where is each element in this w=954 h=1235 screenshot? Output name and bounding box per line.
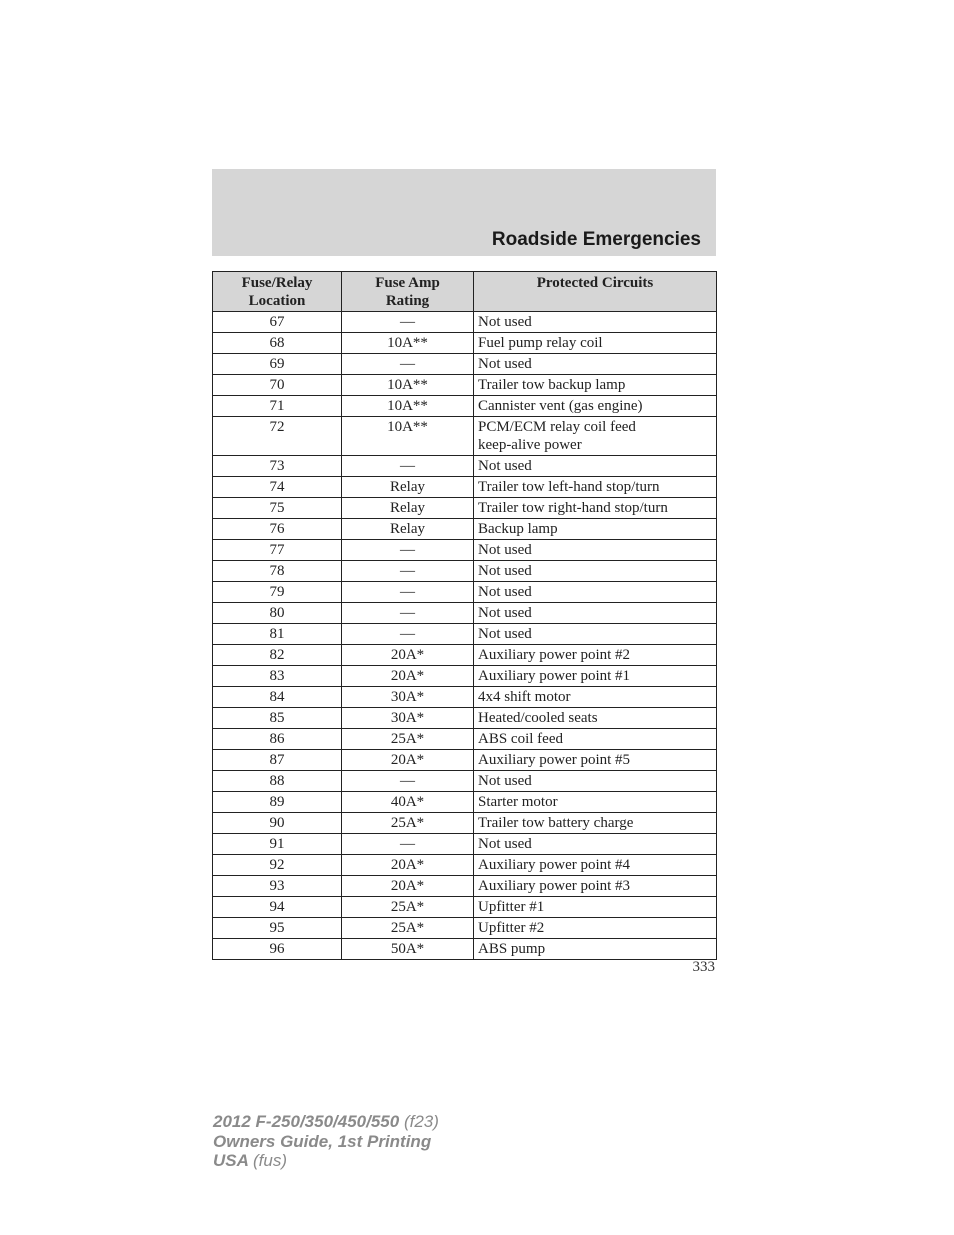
section-title: Roadside Emergencies — [491, 229, 701, 250]
cell-protected-circuits: Not used — [474, 603, 717, 624]
table-row — [213, 792, 717, 813]
cell-location: 77 — [213, 540, 342, 561]
cell-amp-rating: 10A** — [342, 396, 474, 417]
cell-amp-rating: — — [342, 561, 474, 582]
cell-protected-circuits: 4x4 shift motor — [474, 687, 717, 708]
table-row — [213, 456, 717, 477]
cell-amp-rating: — — [342, 834, 474, 855]
cell-location: 88 — [213, 771, 342, 792]
cell-protected-circuits: ABS coil feed — [474, 729, 717, 750]
cell-location: 96 — [213, 939, 342, 960]
cell-location: 80 — [213, 603, 342, 624]
table-row — [213, 375, 717, 396]
cell-protected-circuits: Backup lamp — [474, 519, 717, 540]
cell-protected-circuits: Auxiliary power point #1 — [474, 666, 717, 687]
cell-protected-circuits: Auxiliary power point #5 — [474, 750, 717, 771]
cell-protected-circuits: Not used — [474, 540, 717, 561]
cell-protected-circuits: Trailer tow backup lamp — [474, 375, 717, 396]
cell-protected-circuits: Not used — [474, 312, 717, 333]
table-row — [213, 687, 717, 708]
cell-location: 93 — [213, 876, 342, 897]
cell-location: 70 — [213, 375, 342, 396]
header-location: Fuse/Relay Location — [213, 272, 342, 312]
cell-location: 90 — [213, 813, 342, 834]
cell-location: 84 — [213, 687, 342, 708]
cell-amp-rating: 20A* — [342, 645, 474, 666]
cell-amp-rating: — — [342, 354, 474, 375]
cell-location: 86 — [213, 729, 342, 750]
cell-location: 81 — [213, 624, 342, 645]
cell-protected-circuits: Trailer tow left-hand stop/turn — [474, 477, 717, 498]
footer-model-code: (f23) — [403, 1112, 439, 1131]
cell-protected-circuits: PCM/ECM relay coil feed keep-alive power — [474, 417, 717, 456]
table-row — [213, 477, 717, 498]
cell-protected-circuits: Not used — [474, 834, 717, 855]
cell-amp-rating: — — [342, 540, 474, 561]
cell-location: 76 — [213, 519, 342, 540]
cell-amp-rating: 25A* — [342, 918, 474, 939]
cell-amp-rating: 25A* — [342, 813, 474, 834]
table-row — [213, 939, 717, 960]
cell-location: 92 — [213, 855, 342, 876]
section-header-band — [212, 169, 716, 256]
table-row — [213, 396, 717, 417]
cell-amp-rating: Relay — [342, 519, 474, 540]
cell-amp-rating: 20A* — [342, 855, 474, 876]
cell-amp-rating: 10A** — [342, 333, 474, 354]
table-row — [213, 897, 717, 918]
cell-amp-rating: — — [342, 312, 474, 333]
fuse-table — [212, 271, 717, 960]
cell-amp-rating: 20A* — [342, 750, 474, 771]
cell-location: 73 — [213, 456, 342, 477]
footer-model: 2012 F-250/350/450/550 — [213, 1112, 400, 1131]
cell-location: 85 — [213, 708, 342, 729]
cell-protected-circuits: Upfitter #2 — [474, 918, 717, 939]
cell-protected-circuits: Upfitter #1 — [474, 897, 717, 918]
cell-protected-circuits: Fuel pump relay coil — [474, 333, 717, 354]
table-row — [213, 312, 717, 333]
table-row — [213, 729, 717, 750]
cell-location: 91 — [213, 834, 342, 855]
table-row — [213, 540, 717, 561]
cell-protected-circuits: Cannister vent (gas engine) — [474, 396, 717, 417]
cell-protected-circuits: Not used — [474, 354, 717, 375]
table-row — [213, 333, 717, 354]
table-row — [213, 813, 717, 834]
footer-line-model — [213, 1112, 439, 1132]
cell-amp-rating: 10A** — [342, 375, 474, 396]
cell-amp-rating: 10A** — [342, 417, 474, 456]
table-row — [213, 354, 717, 375]
cell-location: 95 — [213, 918, 342, 939]
cell-protected-circuits: Not used — [474, 624, 717, 645]
table-row — [213, 666, 717, 687]
cell-location: 74 — [213, 477, 342, 498]
cell-amp-rating: 30A* — [342, 708, 474, 729]
cell-location: 87 — [213, 750, 342, 771]
cell-amp-rating: 30A* — [342, 687, 474, 708]
table-row — [213, 855, 717, 876]
table-row — [213, 750, 717, 771]
table-row — [213, 624, 717, 645]
cell-location: 89 — [213, 792, 342, 813]
cell-location: 69 — [213, 354, 342, 375]
cell-location: 94 — [213, 897, 342, 918]
table-row — [213, 498, 717, 519]
table-row — [213, 708, 717, 729]
table-row — [213, 417, 717, 456]
table-header-row — [213, 272, 717, 312]
cell-amp-rating: — — [342, 603, 474, 624]
footer-region-code: (fus) — [253, 1151, 287, 1170]
cell-protected-circuits: Auxiliary power point #3 — [474, 876, 717, 897]
cell-protected-circuits: Not used — [474, 561, 717, 582]
cell-protected-circuits: Auxiliary power point #2 — [474, 645, 717, 666]
table-row — [213, 771, 717, 792]
table-row — [213, 918, 717, 939]
cell-protected-circuits: Trailer tow battery charge — [474, 813, 717, 834]
footer — [213, 1112, 439, 1171]
cell-location: 83 — [213, 666, 342, 687]
cell-amp-rating: 40A* — [342, 792, 474, 813]
cell-amp-rating: — — [342, 624, 474, 645]
cell-amp-rating: 25A* — [342, 729, 474, 750]
cell-location: 79 — [213, 582, 342, 603]
table-row — [213, 519, 717, 540]
cell-protected-circuits: Auxiliary power point #4 — [474, 855, 717, 876]
table-row — [213, 582, 717, 603]
cell-amp-rating: — — [342, 582, 474, 603]
table-row — [213, 876, 717, 897]
cell-amp-rating: 50A* — [342, 939, 474, 960]
cell-protected-circuits: ABS pump — [474, 939, 717, 960]
table-row — [213, 561, 717, 582]
cell-protected-circuits: Not used — [474, 771, 717, 792]
page-number: 333 — [692, 959, 715, 975]
cell-protected-circuits: Starter motor — [474, 792, 717, 813]
cell-location: 71 — [213, 396, 342, 417]
footer-line-guide — [213, 1132, 439, 1152]
footer-line-region — [213, 1151, 439, 1171]
cell-amp-rating: 20A* — [342, 666, 474, 687]
table-row — [213, 645, 717, 666]
fuse-table-body — [213, 312, 717, 960]
cell-amp-rating: 25A* — [342, 897, 474, 918]
cell-location: 72 — [213, 417, 342, 456]
cell-location: 67 — [213, 312, 342, 333]
cell-location: 78 — [213, 561, 342, 582]
cell-protected-circuits: Not used — [474, 582, 717, 603]
footer-region: USA — [213, 1151, 249, 1170]
cell-amp-rating: — — [342, 771, 474, 792]
cell-amp-rating: 20A* — [342, 876, 474, 897]
cell-protected-circuits: Not used — [474, 456, 717, 477]
cell-location: 75 — [213, 498, 342, 519]
table-row — [213, 834, 717, 855]
header-amp-rating: Fuse Amp Rating — [342, 272, 474, 312]
cell-location: 82 — [213, 645, 342, 666]
table-row — [213, 603, 717, 624]
header-protected-circuits: Protected Circuits — [474, 272, 717, 312]
cell-amp-rating: Relay — [342, 498, 474, 519]
footer-guide: Owners Guide, 1st Printing — [213, 1131, 432, 1151]
cell-amp-rating: Relay — [342, 477, 474, 498]
cell-protected-circuits: Heated/cooled seats — [474, 708, 717, 729]
cell-location: 68 — [213, 333, 342, 354]
cell-amp-rating: — — [342, 456, 474, 477]
cell-protected-circuits: Trailer tow right-hand stop/turn — [474, 498, 717, 519]
